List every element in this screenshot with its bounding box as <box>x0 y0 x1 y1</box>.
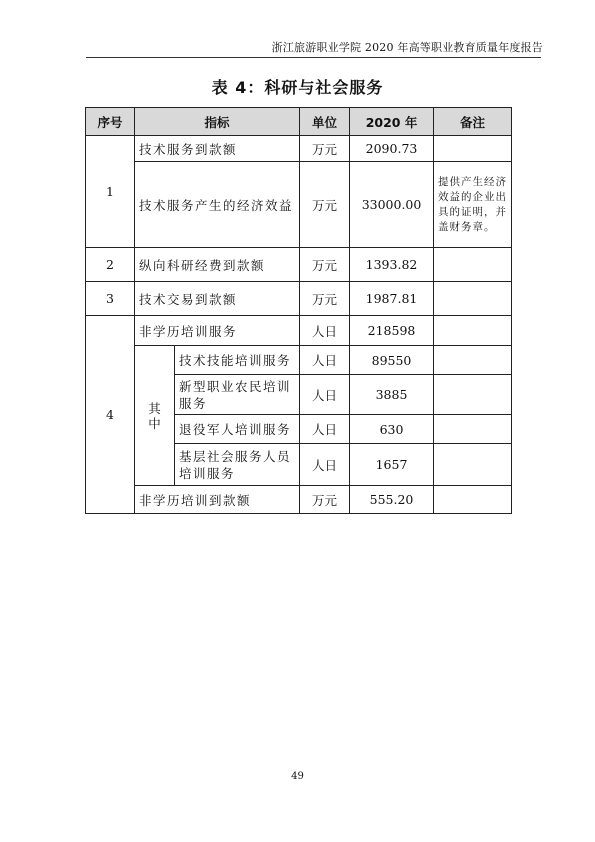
indicator-cell: 技术交易到款额 <box>135 282 300 316</box>
table-row <box>86 136 512 162</box>
note-cell <box>434 346 512 375</box>
research-service-table <box>85 107 512 514</box>
unit-cell: 人日 <box>300 444 350 486</box>
note-cell <box>434 415 512 444</box>
note-cell <box>434 375 512 415</box>
note-cell <box>434 282 512 316</box>
indicator-cell: 纵向科研经费到款额 <box>135 248 300 282</box>
note-cell <box>434 248 512 282</box>
table-row <box>86 316 512 346</box>
indicator-cell: 技术服务到款额 <box>135 136 300 162</box>
table-header-row <box>86 108 512 136</box>
page-number: 49 <box>291 771 304 782</box>
indicator-cell: 新型职业农民培训服务 <box>175 375 300 415</box>
table-row <box>86 346 512 375</box>
value-cell: 1657 <box>350 444 434 486</box>
value-cell: 89550 <box>350 346 434 375</box>
value-cell: 630 <box>350 415 434 444</box>
unit-cell: 万元 <box>300 162 350 248</box>
unit-cell: 人日 <box>300 316 350 346</box>
value-cell: 1987.81 <box>350 282 434 316</box>
indicator-cell: 技术服务产生的经济效益 <box>135 162 300 248</box>
row-number: 1 <box>86 136 135 248</box>
header-rule <box>86 57 541 58</box>
note-cell <box>434 486 512 514</box>
unit-cell: 人日 <box>300 415 350 444</box>
indicator-cell: 退役军人培训服务 <box>175 415 300 444</box>
column-header-note: 备注 <box>434 108 512 136</box>
unit-cell: 人日 <box>300 375 350 415</box>
value-cell: 1393.82 <box>350 248 434 282</box>
row-number: 4 <box>86 316 135 514</box>
table-row <box>86 486 512 514</box>
value-cell: 2090.73 <box>350 136 434 162</box>
indicator-cell: 非学历培训服务 <box>135 316 300 346</box>
row-number: 3 <box>86 282 135 316</box>
value-cell: 33000.00 <box>350 162 434 248</box>
table-row <box>86 248 512 282</box>
column-header-unit: 单位 <box>300 108 350 136</box>
unit-cell: 人日 <box>300 346 350 375</box>
value-cell: 218598 <box>350 316 434 346</box>
unit-cell: 万元 <box>300 486 350 514</box>
indicator-cell: 技术技能培训服务 <box>175 346 300 375</box>
table-title: 表 4：科研与社会服务 <box>211 78 384 97</box>
row-number: 2 <box>86 248 135 282</box>
column-header-no: 序号 <box>86 108 135 136</box>
note-cell <box>434 316 512 346</box>
indicator-cell: 基层社会服务人员培训服务 <box>175 444 300 486</box>
table-row <box>86 162 512 248</box>
unit-cell: 万元 <box>300 136 350 162</box>
table-row <box>86 282 512 316</box>
note-cell <box>434 136 512 162</box>
column-header-indicator: 指标 <box>135 108 300 136</box>
value-cell: 3885 <box>350 375 434 415</box>
unit-cell: 万元 <box>300 282 350 316</box>
note-cell <box>434 444 512 486</box>
sub-group-label: 其中 <box>135 346 175 486</box>
unit-cell: 万元 <box>300 248 350 282</box>
page-header: 浙江旅游职业学院 2020 年高等职业教育质量年度报告 <box>271 41 543 54</box>
note-cell: 提供产生经济效益的企业出具的证明，并盖财务章。 <box>434 162 512 248</box>
value-cell: 555.20 <box>350 486 434 514</box>
column-header-year: 2020 年 <box>350 108 434 136</box>
indicator-cell: 非学历培训到款额 <box>135 486 300 514</box>
